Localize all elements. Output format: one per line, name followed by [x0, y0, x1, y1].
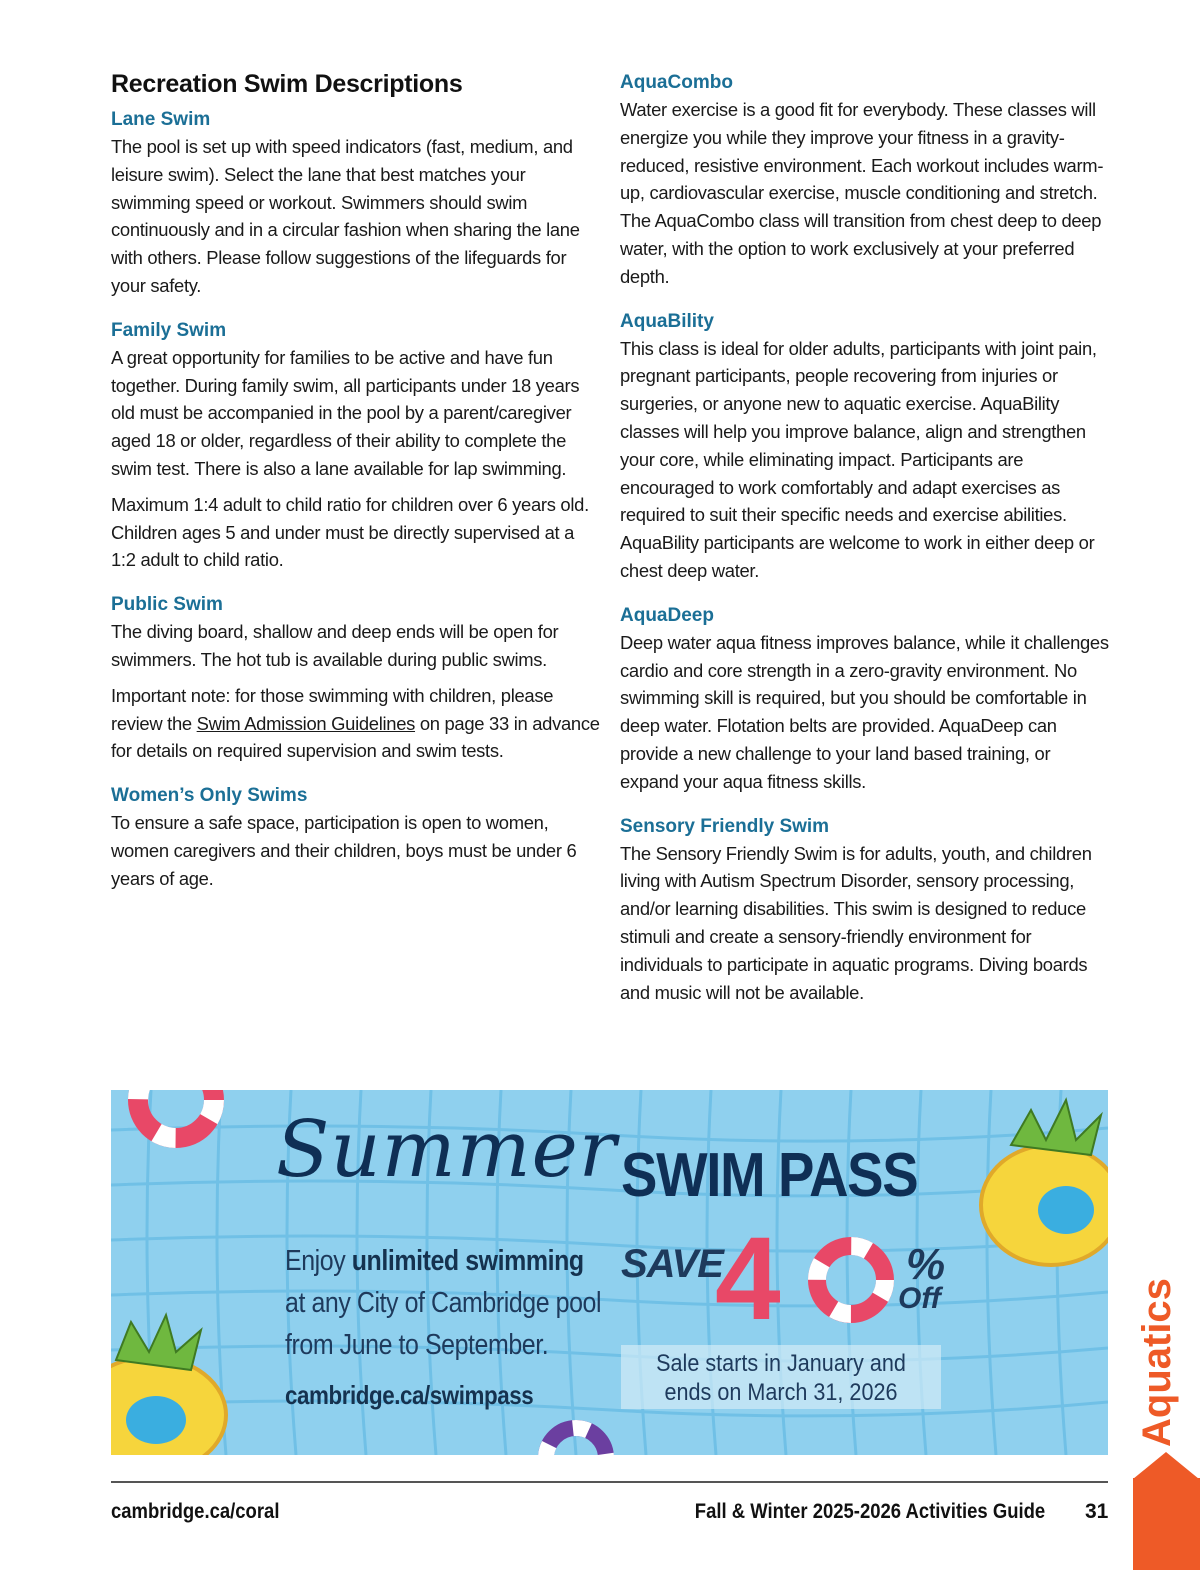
section-title: AquaBility [620, 310, 714, 332]
right-column [620, 70, 1110, 1024]
section-title: Sensory Friendly Swim [620, 815, 830, 837]
off-label: Off [898, 1282, 941, 1315]
section-text: This class is ideal for older adults, participants with joint pain, pregnant participants, people recovering from injuries or surgeries, or anyone new to aquatic exercise. AquaBility classes will help you improve balance, align and strengthen your core, while eliminating impact. Participants are encouraged to work comfortably and adapt exercises as required to suit their specific needs and exercise abilities. AquaBility participants are welcome to work in either deep or chest deep water. [620, 337, 1097, 581]
banner-line: from June to September. [285, 1329, 549, 1361]
section-family-swim [111, 318, 601, 574]
footer-divider [111, 1481, 1108, 1483]
discount-digit: 4 [715, 1213, 781, 1345]
important-note [111, 682, 601, 765]
page-title: Recreation Swim Descriptions [111, 70, 463, 98]
section-sensory-friendly-swim [620, 814, 1110, 1007]
swim-admission-guidelines-link[interactable]: Swim Admission Guidelines [196, 712, 416, 734]
section-title: AquaDeep [620, 604, 714, 626]
page-number: 31 [1085, 1500, 1109, 1523]
pineapple-float-icon [981, 1100, 1108, 1265]
banner-unlimited-text: unlimited swimming [351, 1245, 584, 1277]
section-text: The diving board, shallow and deep ends will be open for swimmers. The hot tub is available during public swims. [111, 621, 559, 670]
sale-dates-box [621, 1345, 941, 1409]
left-column [111, 70, 601, 911]
section-lane-swim [111, 107, 601, 300]
note-text: on page 33 in advance for details on required supervision and swim tests. [111, 712, 600, 762]
footer-website-link[interactable]: cambridge.ca/coral [111, 1500, 280, 1523]
sale-line: ends on March 31, 2026 [664, 1379, 898, 1406]
section-text: The pool is set up with speed indicators (fast, medium, and leisure swim). Select the lane that best matches your swimming speed or workout. Swimmers should swim continuously and in a circular fashion when sharing the lane with others. Please follow suggestions of the lifeguards for your safety. [111, 136, 580, 296]
summer-title: Summer [276, 1105, 618, 1195]
section-aquability [620, 309, 1110, 585]
sale-line: Sale starts in January and [656, 1350, 906, 1377]
percent-sign: % [906, 1240, 946, 1289]
section-title: Family Swim [111, 319, 227, 341]
banner-description [285, 1240, 615, 1366]
section-tab [1133, 1478, 1200, 1570]
section-tab-label: Aquatics [1135, 1278, 1179, 1447]
section-womens-only-swims [111, 783, 601, 892]
section-title: Public Swim [111, 594, 223, 616]
swim-pass-title: SWIM PASS [621, 1141, 918, 1210]
section-text: The Sensory Friendly Swim is for adults, youth, and children living with Autism Spectrum Disorder, sensory processing, and/or learning disabilities. This swim is designed to reduce stimuli and create a sensory-friendly environment for individuals to participate in aquatic programs. Diving boards and music will not be available. [620, 842, 1092, 1003]
section-text: Maximum 1:4 adult to child ratio for children over 6 years old. Children ages 5 and under must be directly supervised at a 1:2 adult to child ratio. [111, 493, 589, 571]
note-text: Important note: for those swimming with children, please review the [111, 684, 554, 734]
summer-swim-pass-banner[interactable] [111, 1090, 1108, 1455]
section-text: Deep water aqua fitness improves balance, while it challenges cardio and core strength in a zero-gravity environment. No swimming skill is required, but you should be comfortable in deep water. Flotation belts are provided. AquaDeep can provide a new challenge to your land based training, or expand your aqua fitness skills. [620, 631, 1109, 792]
banner-line [285, 1240, 584, 1282]
section-public-swim [111, 592, 601, 765]
footer-guide-title: Fall & Winter 2025-2026 Activities Guide [694, 1500, 1045, 1523]
section-tab-arrow [1133, 1452, 1199, 1479]
banner-enjoy-text: Enjoy [285, 1245, 352, 1277]
section-text: To ensure a safe space, participation is open to women, women caregivers and their children, boys must be under 6 years of age. [111, 812, 577, 889]
sale-dates-text [637, 1345, 925, 1407]
section-text: Water exercise is a good fit for everybody. These classes will energize you while they improve your fitness in a gravity-reduced, resistive environment. Each workout includes warm-up, cardiovascular exercise, muscle conditioning and stretch. The AquaCombo class will transition from chest deep to deep water, with the option to work exclusively at your preferred depth. [620, 99, 1104, 287]
life-ring-icon [817, 1246, 885, 1314]
section-text: A great opportunity for families to be active and have fun together. During family swim, all participants under 18 years old must be accompanied in the pool by a parent/caregiver aged 18 or older, regardless of their ability to complete the swim test. There is also a lane available for lap swimming. [111, 346, 580, 479]
section-title: Lane Swim [111, 109, 211, 130]
pineapple-float-icon [111, 1315, 226, 1455]
section-aquadeep [620, 603, 1110, 796]
save-label: SAVE [621, 1242, 723, 1286]
banner-line: at any City of Cambridge pool [285, 1287, 602, 1319]
section-aquacombo [620, 70, 1110, 291]
swimpass-url-link[interactable]: cambridge.ca/swimpass [285, 1380, 534, 1410]
section-title: Women’s Only Swims [111, 785, 308, 807]
section-title: AquaCombo [620, 72, 733, 93]
